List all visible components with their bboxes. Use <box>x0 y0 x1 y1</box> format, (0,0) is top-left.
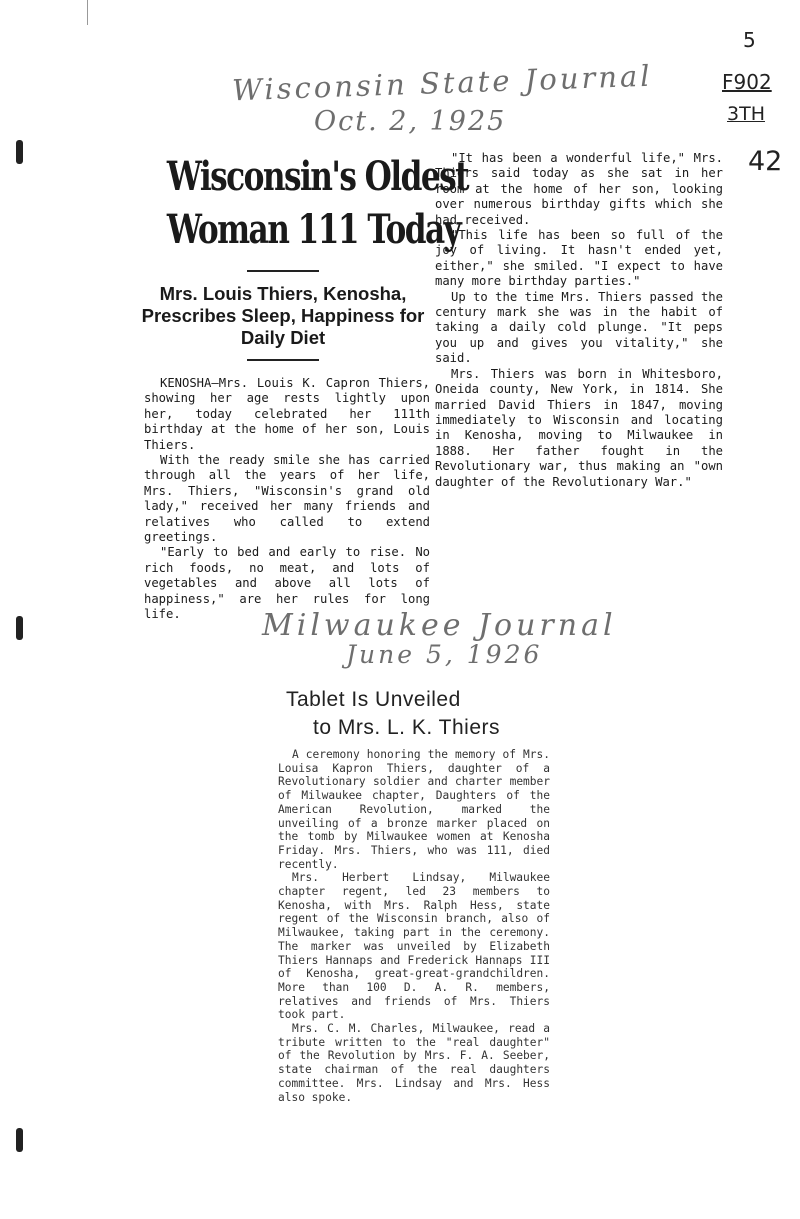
binding-hole-mark <box>16 140 23 164</box>
article-paragraph: Mrs. Herbert Lindsay, Milwaukee chapter regent, led 23 members to Kenosha, with Mrs. Ralph Hess, state regent of the Wisconsin branch, also of Milwaukee, taking part in the ceremony. The marker was unveiled by Elizabeth Thiers Hannaps and Frederick Hannaps III of Kenosha, great-great-grandchildren. More than 100 D. A. R. members, relatives and friends of Mrs. Thiers took part. <box>278 871 550 1022</box>
article-paragraph: A ceremony honoring the memory of Mrs. Louisa Kapron Thiers, daughter of a Revolutionary soldier and charter member of Milwaukee chapter, Daughters of the American Revolution, marked the unveiling of a bronze marker placed on the tomb by Milwaukee women at Kenosha Friday. Mrs. Thiers, who was 111, died recently. <box>278 748 550 871</box>
tablet-title-line-2: to Mrs. L. K. Thiers <box>313 716 500 739</box>
article-deck: Mrs. Louis Thiers, Kenosha, Prescribes Sleep, Happiness for Daily Diet <box>141 283 425 348</box>
article-column-right <box>435 151 723 490</box>
source-annotation-mid: Milwaukee Journal <box>262 608 617 643</box>
date-annotation-top: Oct. 2, 1925 <box>314 106 507 137</box>
article-paragraph: "This life has been so full of the joy of living. It hasn't ended yet, either," she smiled. "I expect to have many more birthday parties." <box>435 228 723 289</box>
page-edge-line <box>87 0 88 25</box>
article-paragraph: Up to the time Mrs. Thiers passed the century mark she was in the habit of taking a daily cold plunge. "It peps you up and gives you vitality," she said. <box>435 289 723 366</box>
call-number: F902 <box>722 70 772 94</box>
corner-number: 5 <box>743 28 756 52</box>
article-column-left <box>144 376 430 623</box>
page-number: 42 <box>748 146 783 177</box>
article-paragraph: KENOSHA—Mrs. Louis K. Capron Thiers, showing her age rests lightly upon her, today celebrated her 111th birthday at the home of her son, Louis Thiers. <box>144 376 430 452</box>
tablet-title-line-1: Tablet Is Unveiled <box>286 688 461 711</box>
tablet-article-body <box>278 748 550 1104</box>
headline-line-2: Woman 111 Today <box>166 206 461 253</box>
source-annotation-top: Wisconsin State Journal <box>231 58 654 108</box>
article-paragraph: Mrs. C. M. Charles, Milwaukee, read a tribute written to the "real daughter" of the Revolution by Mrs. F. A. Seeber, state chairman of the real daughters committee. Mrs. Lindsay and Mrs. Hess also spoke. <box>278 1022 550 1104</box>
deck-rule <box>247 359 319 361</box>
headline-line-1: Wisconsin's Oldest <box>166 153 468 200</box>
article-paragraph: Mrs. Thiers was born in Whitesboro, Oneida county, New York, in 1814. She married David Thiers in 1847, moving immediately to Wisconsin and locating in Kenosha, moving to Milwaukee in 1888. Her father fought in the Revolutionary war, thus making an "own daughter of the Revolutionary War." <box>435 366 723 489</box>
binding-hole-mark <box>16 1128 23 1152</box>
article-paragraph: With the ready smile she has carried through all the years of her life, Mrs. Thiers, "Wisconsin's grand old lady," received her many friends and relatives who called to extend greetings. <box>144 453 430 545</box>
date-annotation-mid: June 5, 1926 <box>346 640 543 669</box>
article-paragraph: "It has been a wonderful life," Mrs. Thiers said today as she sat in her room at the home of her son, looking over numerous birthday gifts which she had received. <box>435 151 723 227</box>
call-suffix: 3TH <box>727 103 765 125</box>
headline-rule <box>247 270 319 272</box>
article-paragraph: "Early to bed and early to rise. No rich foods, no meat, and lots of vegetables and above all lots of happiness," are her rules for long life. <box>144 545 430 622</box>
binding-hole-mark <box>16 616 23 640</box>
